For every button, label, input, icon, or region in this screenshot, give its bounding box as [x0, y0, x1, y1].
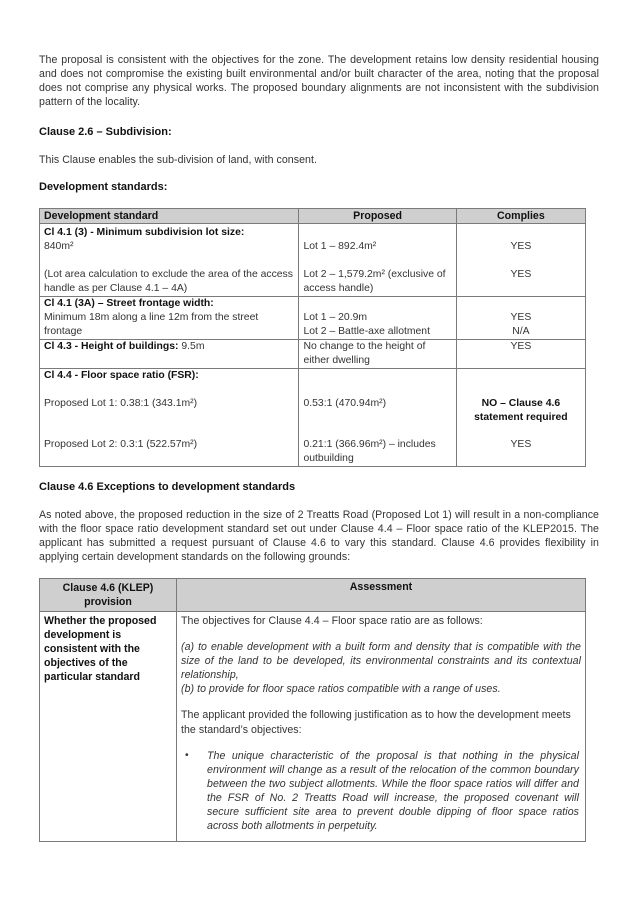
proposed-cell: Lot 1 – 892.4m²	[299, 224, 456, 255]
complies-cell: YES	[510, 312, 532, 323]
standard-title: Cl 4.3 - Height of buildings:	[44, 341, 179, 352]
clause-text: This Clause enables the sub-division of land, with consent.	[39, 154, 317, 166]
proposed-cell: No change to the height of either dwelling	[299, 340, 456, 369]
proposed-cell: Lot 2 – Battle-axe allotment	[303, 326, 430, 337]
bullet-icon: •	[185, 749, 189, 761]
intro-paragraph: The proposal is consistent with the objectives for the zone. The development retains low density residential housing and does not compromise the existing built environmental and/or built character of the area, noting that the proposal does not comprise any physical works. The proposed boundary alignments are not inconsistent with the subdivision pattern of the locality.	[39, 54, 599, 109]
col-header-assessment: Assessment	[177, 579, 586, 612]
proposed-cell: Lot 2 – 1,579.2m² (exclusive of access handle)	[299, 254, 456, 297]
objectives-intro: The objectives for Clause 4.4 – Floor space ratio are as follows:	[181, 615, 483, 627]
col-header-provision: Clause 4.6 (KLEP) provision	[40, 579, 177, 612]
standard-value: Proposed Lot 2: 0.3:1 (522.57m²)	[40, 425, 299, 467]
standard-title: Cl 4.4 - Floor space ratio (FSR):	[44, 370, 199, 381]
standard-value: Minimum 18m along a line 12m from the street frontage	[44, 312, 259, 337]
clause-heading: Clause 2.6 – Subdivision:	[39, 126, 172, 138]
list-item	[181, 749, 581, 834]
proposed-cell: 0.53:1 (470.94m²)	[299, 369, 456, 426]
provision-cell: Whether the proposed development is consistent with the objectives of the particular standard	[40, 612, 177, 842]
justification-bullet: The unique characteristic of the proposal is that nothing in the physical environment will change as a result of the relocation of the common boundary between the two subject allotments. While the floor space ratios will differ and the FSR of No. 2 Treatts Road will increase, the proposed covenant will secure sufficient site area to prevent double dipping of floor space ratios across both allotments in perpetuity.	[207, 749, 579, 833]
standard-title: Cl 4.1 (3) - Minimum subdivision lot size:	[44, 227, 245, 238]
objective-b: (b) to provide for floor space ratios compatible with a range of uses.	[181, 683, 501, 696]
table-header-row	[40, 579, 586, 612]
proposed-cell: 0.21:1 (366.96m²) – includes outbuilding	[299, 425, 456, 467]
standard-value: Proposed Lot 1: 0.38:1 (343.1m²)	[44, 398, 198, 409]
standard-note: (Lot area calculation to exclude the area of the access handle as per Clause 4.1 – 4A)	[40, 254, 299, 297]
exceptions-paragraph: As noted above, the proposed reduction in the size of 2 Treatts Road (Proposed Lot 1) will result in a non-compliance with the floor space ratio development standard set out under Clause 4.4 – Floor space ratio of the KLEP2015. The applicant has submitted a request pursuant of Clause 4.6 to vary this standard. Clause 4.6 provides flexibility in applying certain development standards on the following grounds:	[39, 509, 599, 564]
table-row	[40, 612, 586, 842]
exceptions-heading: Clause 4.6 Exceptions to development standards	[39, 481, 296, 493]
development-standards-table	[39, 208, 586, 467]
complies-cell: YES	[456, 254, 585, 297]
standard-title: Cl 4.1 (3A) – Street frontage width:	[44, 298, 214, 309]
table-row	[40, 369, 586, 426]
table-row	[40, 297, 586, 340]
complies-cell: YES	[456, 340, 585, 369]
table-row	[40, 340, 586, 369]
assessment-cell	[177, 612, 586, 842]
justification-intro: The applicant provided the following justification as to how the development meets the standard’s objectives:	[181, 709, 571, 736]
complies-cell: N/A	[512, 326, 530, 337]
col-header-complies: Complies	[456, 209, 585, 224]
table-header-row	[40, 209, 586, 224]
standard-value: 840m²	[44, 241, 74, 252]
col-header-standard: Development standard	[40, 209, 299, 224]
table-row	[40, 425, 586, 467]
complies-cell: NO – Clause 4.6 statement required	[456, 369, 585, 426]
standards-heading: Development standards:	[39, 181, 168, 193]
table-row	[40, 224, 586, 255]
complies-cell: YES	[456, 224, 585, 255]
standard-value: 9.5m	[181, 341, 205, 352]
complies-cell: YES	[456, 425, 585, 467]
proposed-cell: Lot 1 – 20.9m	[303, 312, 368, 323]
objective-a: (a) to enable development with a built form and density that is compatible with the size of the land to be developed, its environmental constraints and its contextual relationship,	[181, 641, 581, 682]
clause-4-6-table	[39, 578, 586, 842]
col-header-proposed: Proposed	[299, 209, 456, 224]
table-row	[40, 254, 586, 297]
